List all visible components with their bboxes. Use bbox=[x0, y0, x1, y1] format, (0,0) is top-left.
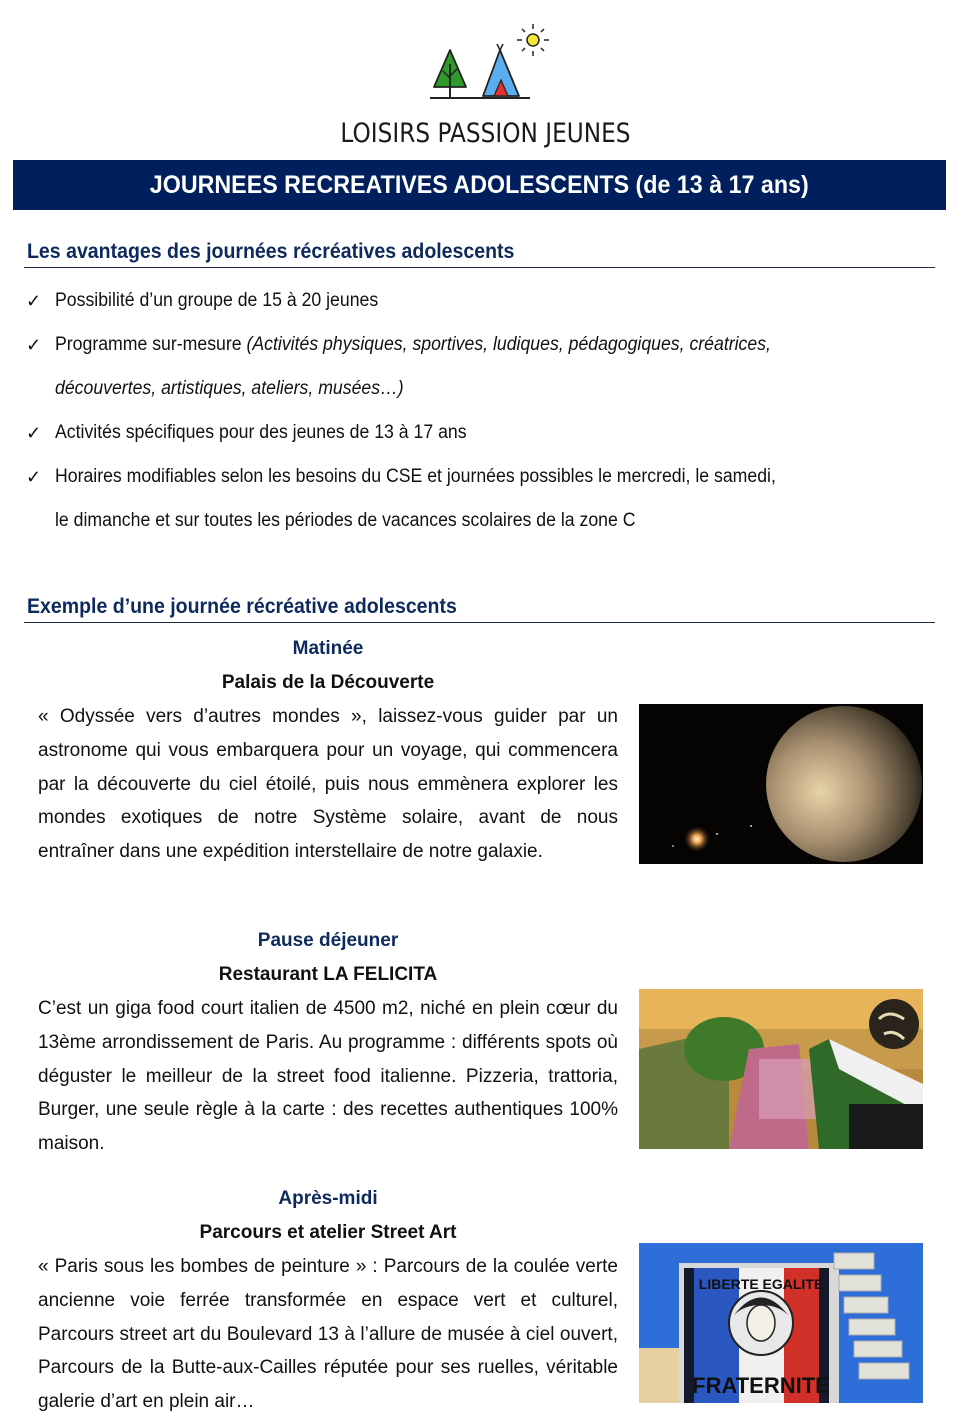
advantages-heading-text: Les avantages des journées récréatives adolescents bbox=[27, 240, 515, 263]
street-art-mural-photo bbox=[639, 1243, 923, 1403]
list-item bbox=[24, 279, 954, 323]
list-item-continuation bbox=[24, 367, 954, 411]
activity-description-morning: « Odyssée vers d’autres mondes », laissez-vous guider par un astronome qui vous embarquera pour un voyage, qui commencera par la découverte du ciel étoilé, puis nous emmènera explorer les mondes exotiques de notre Système solaire, avant de nous entraîner dans une expédition interstellaire de notre galaxie. bbox=[38, 706, 618, 863]
list-item-italic-text: découvertes, artistiques, ateliers, musées…) bbox=[55, 378, 404, 399]
period-title-afternoon: Après-midi bbox=[278, 1188, 378, 1209]
checkmark-icon: ✓ bbox=[26, 423, 42, 443]
food-court-photo bbox=[639, 989, 923, 1149]
checkmark-icon: ✓ bbox=[26, 291, 42, 311]
brand-name: LOISIRS PASSION JEUNES bbox=[340, 118, 631, 149]
advantages-heading bbox=[24, 237, 935, 268]
mural-text-bottom: FRATERNITE bbox=[692, 1373, 830, 1398]
list-item-text: Possibilité d’un groupe de 15 à 20 jeunes bbox=[55, 290, 379, 311]
page-title-banner bbox=[13, 160, 946, 210]
planet-photo bbox=[639, 704, 923, 864]
venue-title-morning: Palais de la Découverte bbox=[221, 672, 435, 693]
list-item-text: Horaires modifiables selon les besoins du CSE et journées possibles le mercredi, le samedi, bbox=[55, 466, 776, 487]
tree-icon bbox=[434, 50, 466, 98]
list-item-text: Activités spécifiques pour des jeunes de 13 à 17 ans bbox=[55, 422, 467, 443]
brand-logo bbox=[318, 20, 638, 149]
mural-text-top: LIBERTE EGALITE bbox=[698, 1276, 824, 1292]
activity-description-afternoon: « Paris sous les bombes de peinture » : Parcours de la coulée verte ancienne voie ferrée transformée en espace vert et culturel, Parcours street art du Boulevard 13 à l’allure de musée à ciel ouvert, Parcours de la Butte-aux-Cailles réputée pour ses ruelles, véritable galerie d’art en plein air… bbox=[38, 1256, 618, 1413]
list-item-italic-text: (Activités physiques, sportives, ludiques, pédagogiques, créatrices, bbox=[246, 334, 771, 355]
example-heading bbox=[24, 592, 935, 623]
venue-title-afternoon: Parcours et atelier Street Art bbox=[199, 1222, 457, 1243]
tent-icon bbox=[483, 44, 519, 96]
period-title-morning: Matinée bbox=[292, 638, 364, 659]
advantages-list bbox=[24, 279, 954, 543]
list-item bbox=[24, 323, 954, 367]
list-item bbox=[24, 455, 954, 499]
sun-icon bbox=[517, 24, 549, 56]
example-heading-text: Exemple d’une journée récréative adolescents bbox=[27, 595, 457, 618]
list-item bbox=[24, 411, 954, 455]
checkmark-icon: ✓ bbox=[26, 335, 42, 355]
list-item-text: Programme sur-mesure bbox=[55, 334, 247, 355]
logo-graphic bbox=[318, 20, 638, 120]
activity-description-lunch: C’est un giga food court italien de 4500 m2, niché en plein cœur du 13ème arrondissement de Paris. Au programme : différents spots où déguster le meilleur de la street food italienne. Pizzeria, trattoria, Burger, une seule règle à la carte : des recettes authentiques 100% maison. bbox=[38, 998, 618, 1155]
checkmark-icon: ✓ bbox=[26, 467, 42, 487]
period-title-lunch: Pause déjeuner bbox=[257, 930, 399, 951]
list-item-text: le dimanche et sur toutes les périodes de vacances scolaires de la zone C bbox=[55, 510, 636, 531]
venue-title-lunch: Restaurant LA FELICITA bbox=[218, 964, 438, 985]
list-item-continuation bbox=[24, 499, 954, 543]
page-title: JOURNEES RECREATIVES ADOLESCENTS (de 13 à 17 ans) bbox=[150, 170, 809, 199]
